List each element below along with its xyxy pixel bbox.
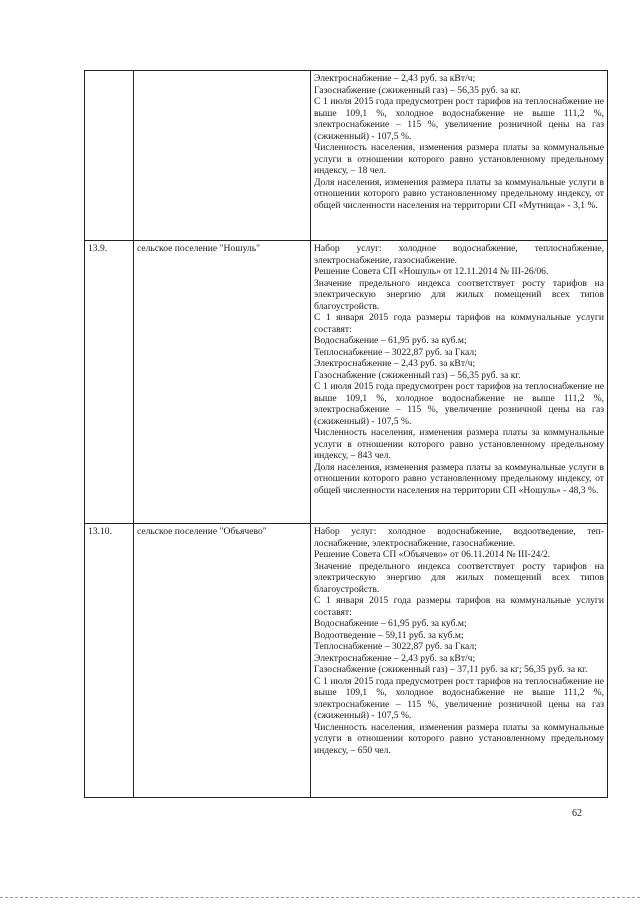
detail-line: Водоотведение – 59,11 руб. за куб.м; (314, 629, 464, 641)
detail-line: Газоснабжение (сжиженный газ) – 56,35 руб. за кг. (314, 84, 521, 96)
row-number (85, 71, 134, 241)
detail-line: Водоснабжение – 61,95 руб. за куб.м; (314, 335, 467, 346)
detail-line: С 1 января 2015 года размеры тарифов на коммунальные услуги составят: (314, 312, 604, 335)
detail-line: Набор услуг: холодное водоснабжение, водоотведение, теплоснабжение, электроснабжение, газоснабжение. (314, 526, 604, 549)
detail-line: Теплоснабжение – 3022,87 руб. за Гкал; (314, 346, 477, 358)
detail-line: Численность населения, изменения размера платы за коммунальные услуги в отношении которого равно установленному предельному индексу, – 650 чел. (314, 721, 604, 756)
detail-line: Решение Совета СП «Ношуль» от 12.11.2014 № III-26/06. (314, 266, 549, 277)
detail-line: Водоснабжение – 61,95 руб. за куб.м; (314, 618, 467, 629)
page-number: 62 (572, 808, 582, 819)
settlement-name: сельское поселение "Объячево" (134, 524, 311, 798)
detail-line: Численность населения, изменения размера платы за коммунальные услуги в отношении которого равно установленному предельному индексу, – 18 чел. (314, 142, 604, 176)
row-number: 13.10. (85, 524, 134, 798)
detail-line: С 1 июля 2015 года предусмотрен рост тарифов на теплоснабжение не выше 109,1 %, холодное водоснабжение не выше 111,2 %, электроснабжение – 115 %, увеличение розничной цены на газ (сжиженный) - 107,5 %. (314, 381, 604, 427)
detail-line: С 1 января 2015 года размеры тарифов на коммунальные услуги составят: (314, 595, 604, 618)
table-row (85, 524, 608, 798)
detail-line: Набор услуг: холодное водоснабжение, теплоснабжение, электроснабжение, газоснабжение. (314, 243, 604, 266)
settlement-name: сельское поселение "Ношуль" (134, 241, 311, 524)
row-number: 13.9. (85, 241, 134, 524)
detail-line: Электроснабжение – 2,43 руб. за кВт/ч; (314, 358, 476, 369)
detail-line: Решение Совета СП «Объячево» от 06.11.2014 № III-24/2. (314, 549, 551, 560)
detail-line: С 1 июля 2015 года предусмотрен рост тарифов на теплоснабжение не выше 109,1 %, холодное водоснабжение не выше 111,2 %, электроснабжение – 115 %, увеличение розничной цены на газ (сжиженный) - 107,5 %. (314, 675, 604, 721)
tariff-details (311, 71, 608, 241)
tariff-details (311, 524, 608, 798)
detail-line: Электроснабжение – 2,43 руб. за кВт/ч; (314, 73, 476, 84)
tariff-details (311, 241, 608, 524)
detail-line: Значение предельного индекса соответствует росту тарифов на электрическую энергию для жилых помещений всех типов благоустройств. (314, 277, 604, 312)
detail-line: Газоснабжение (сжиженный газ) – 56,35 руб. за кг. (314, 369, 521, 381)
detail-line: Доля населения, изменения размера платы за коммунальные услуги в отношении которого равно установленному предельному индексу, от общей численности населения на территории СП «Мутница» - 3,1 %. (314, 176, 604, 211)
tariff-table (84, 70, 608, 798)
detail-line: Газоснабжение (сжиженный газ) – 37,11 руб. за кг; 56,35 руб. за кг. (314, 664, 588, 675)
detail-line: Доля населения, изменения размера платы за коммунальные услуги в отношении которого равно установленному предельному индексу, от общей численности населения на территории СП «Ношуль» - 48,3 %. (314, 461, 604, 496)
page-bottom-divider (0, 897, 640, 898)
detail-line: Численность населения, изменения размера платы за коммунальные услуги в отношении которого равно установленному предельному индексу, – 843 чел. (314, 427, 604, 461)
detail-line: Электроснабжение – 2,43 руб. за кВт/ч; (314, 652, 476, 664)
detail-line: С 1 июля 2015 года предусмотрен рост тарифов на теплоснабжение не выше 109,1 %, холодное водоснабжение не выше 111,2 %, электроснабжение – 115 %, увеличение розничной цены на газ (сжиженный) - 107,5 %. (314, 96, 604, 142)
settlement-name (134, 71, 311, 241)
table-row (85, 71, 608, 241)
detail-line: Теплоснабжение – 3022,87 руб. за Гкал; (314, 641, 477, 652)
table-row (85, 241, 608, 524)
detail-line: Значение предельного индекса соответствует росту тарифов на электрическую энергию для жилых помещений всех типов благоустройств. (314, 560, 604, 595)
